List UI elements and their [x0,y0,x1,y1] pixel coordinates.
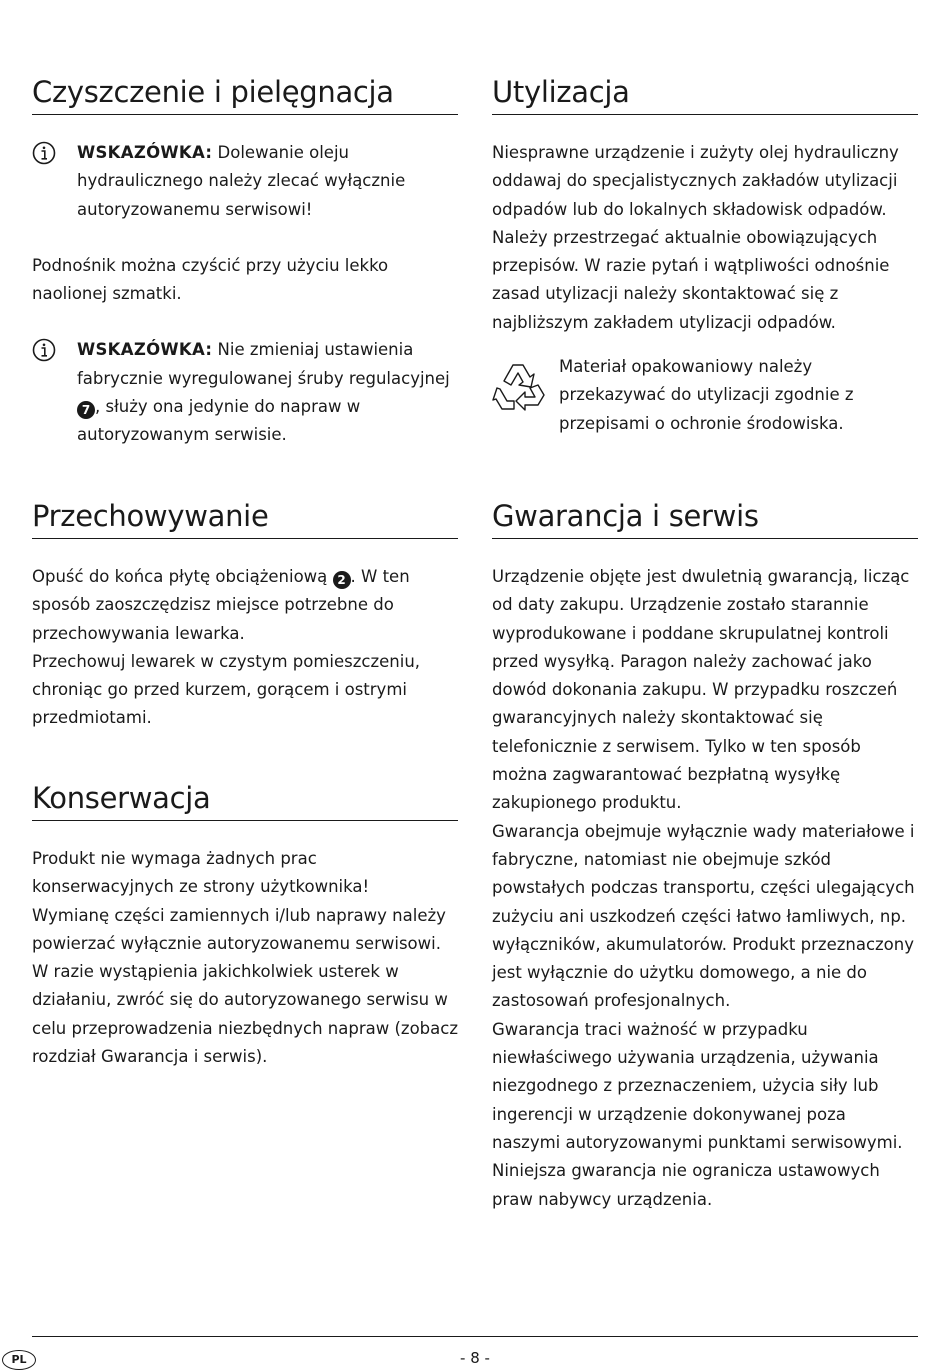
heading-warranty: Gwarancja i serwis [492,498,918,539]
warranty-paragraph-2: Gwarancja obejmuje wyłącznie wady materiałowe i fabryczne, natomiast nie obejmuje szkód powstałych podczas transportu, części ulegających zużyciu ani uszkodzeń części łatwo łamliwych, np. wyłączników, akumulatorów. Produkt przeznaczony jest wyłącznie do użytku domowego, a nie do zastosowań profesjonalnych. [492,821,915,1011]
part-number-badge: 7 [77,401,95,419]
recycle-note [492,353,918,438]
note-label: WSKAZÓWKA: [77,340,213,360]
note-oil [32,139,458,224]
note-screw-text [77,336,458,449]
note-screw [32,336,458,449]
warranty-paragraph-1: Urządzenie objęte jest dwuletnią gwarancją, licząc od daty zakupu. Urządzenie zostało starannie wyprodukowane i poddane skrupulatnej kontroli przed wysyłką. Paragon należy zachować jako dowód dokonania zakupu. W przypadku roszczeń gwarancyjnych należy skontaktować się telefonicznie z serwisem. Tylko w ten sposób można zagwarantować bezpłatną wysyłkę zakupionego produktu. [492,567,910,813]
section-cleaning [32,74,458,450]
heading-maintenance: Konserwacja [32,780,458,821]
warranty-paragraph-3: Gwarancja traci ważność w przypadku niewłaściwego używania urządzenia, używania niezgodnego z przeznaczeniem, użycia siły lub ingerencji w urządzenie dokonywanej poza naszymi autoryzowanymi punktami serwisowymi. Niniejsza gwarancja nie ogranicza ustawowych praw nabywcy urządzenia. [492,1019,903,1209]
heading-storage: Przechowywanie [32,498,458,539]
cleaning-paragraph: Podnośnik można czyścić przy użyciu lekko naolionej szmatki. [32,255,389,304]
info-icon [32,338,56,362]
note-body-end: , służy ona jedynie do napraw w autoryzowanym serwisie. [77,397,361,445]
heading-cleaning: Czyszczenie i pielęgnacja [32,74,458,115]
section-warranty [492,498,918,1214]
page-number: - 8 - [460,1349,490,1367]
storage-text-end: . W ten sposób zaoszczędzisz miejsce potrzebne do przechowywania lewarka. [32,567,410,643]
maintenance-paragraph-3: W razie wystąpienia jakichkolwiek usterek w działaniu, zwróć się do autoryzowanego serwisu w celu przeprowadzenia niezbędnych napraw (zobacz rozdział Gwarancja i serwis). [32,962,458,1067]
note-label: WSKAZÓWKA: [77,143,213,162]
section-maintenance [32,780,458,1071]
section-disposal [492,74,918,438]
recycle-text: Materiał opakowaniowy należy przekazywać do utylizacji zgodnie z przepisami o ochronie środowiska. [559,357,854,433]
info-icon [32,141,56,165]
heading-disposal: Utylizacja [492,74,918,115]
part-number-badge: 2 [333,571,351,589]
note-body: Dolewanie oleju hydraulicznego należy zlecać wyłącznie autoryzowanemu serwisowi! [77,143,406,219]
recycle-icon [492,359,550,413]
storage-text-start: Opuść do końca płytę obciążeniową [32,567,333,586]
storage-paragraph-1 [32,563,458,648]
maintenance-paragraph-1: Produkt nie wymaga żadnych prac konserwacyjnych ze strony użytkownika! [32,849,370,897]
note-body: Nie zmieniaj ustawienia fabrycznie wyregulowanej śruby regulacyjnej [77,340,450,388]
note-oil-text [77,139,458,224]
section-storage [32,498,458,733]
footer-divider [32,1336,918,1337]
disposal-paragraph: Niesprawne urządzenie i zużyty olej hydrauliczny oddawaj do specjalistycznych zakładów utylizacji odpadów lub do lokalnych składowisk odpadów. Należy przestrzegać aktualnie obowiązujących przepisów. W razie pytań i wątpliwości odnośnie zasad utylizacji należy skontaktować się z najbliższym zakładem utylizacji odpadów. [492,143,899,332]
storage-paragraph-2: Przechowuj lewarek w czystym pomieszczeniu, chroniąc go przed kurzem, gorącem i ostrymi przedmiotami. [32,651,421,728]
language-badge: PL [2,1350,36,1370]
maintenance-paragraph-2: Wymianę części zamiennych i/lub naprawy należy powierzać wyłącznie autoryzowanemu serwisowi. [32,905,446,953]
